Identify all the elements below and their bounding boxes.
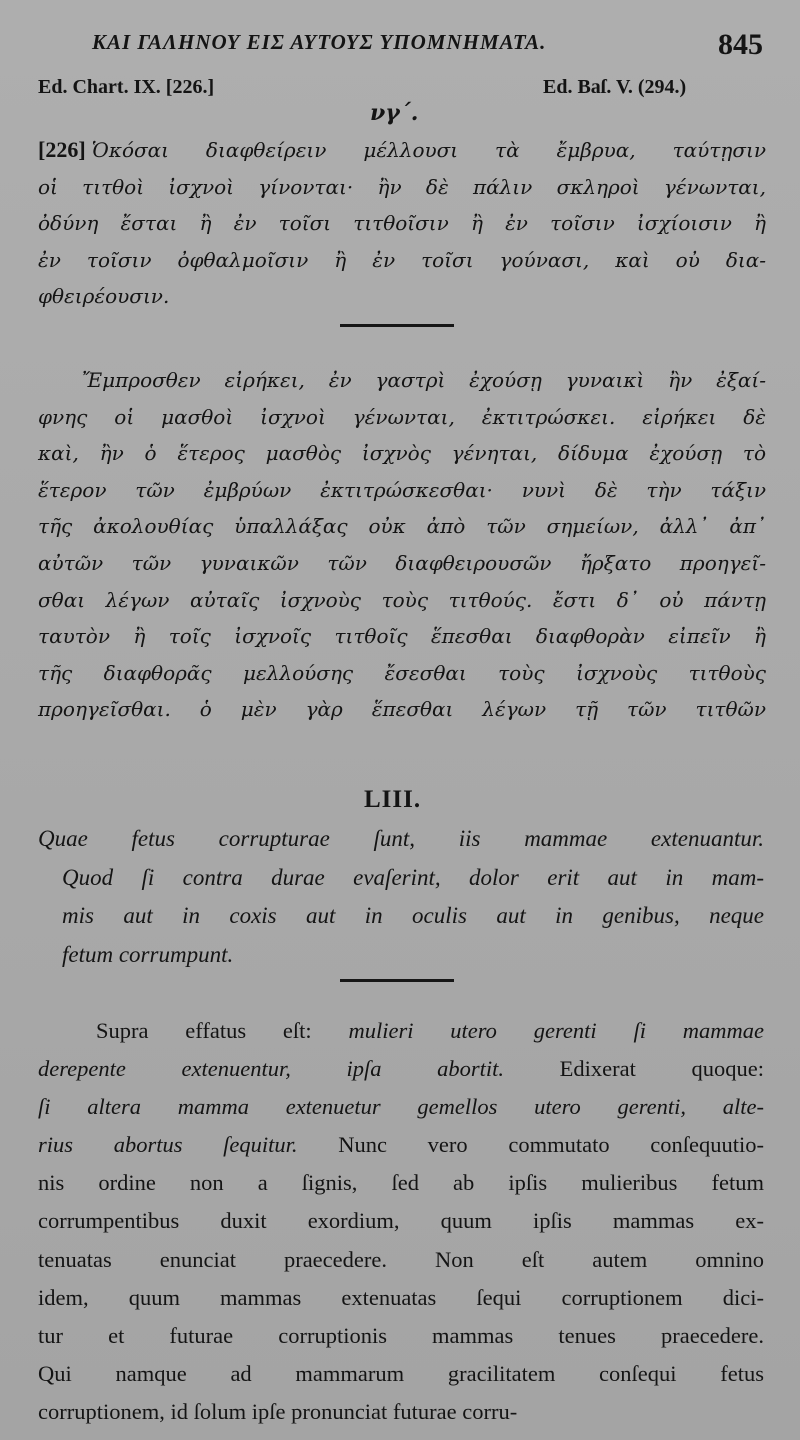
latin-commentary-line	[38, 1355, 764, 1393]
text-segment: tenuatas enunciat praecedere. Non eſt autem omnino	[38, 1246, 764, 1272]
latin-aphorism	[38, 820, 764, 974]
greek-section-number: νγ΄.	[370, 100, 419, 126]
page-number: 845	[718, 28, 763, 61]
italic-quotation: mulieri utero gerenti ſi mammae	[348, 1018, 764, 1043]
latin-commentary	[38, 1012, 764, 1431]
greek-commentary-line: Ἔμπροσθεν εἰρήκει, ἐν γαστρὶ ἐχούσῃ γυναικὶ ἢν ἐξαί-	[82, 368, 766, 392]
latin-aphorism-line: fetum corrumpunt.	[62, 941, 234, 967]
greek-commentary-line: σθαι λέγων αὐταῖς ἰσχνοὺς τοὺς τιτθούς. ἔστι δ᾽ οὐ πάντῃ	[38, 587, 766, 612]
greek-aphorism	[38, 132, 766, 315]
greek-aphorism-line: [226] Ὁκόσαι διαφθείρειν μέλλουσι τὰ ἔμβρυα, ταύτῃσιν	[38, 137, 766, 162]
latin-commentary-line	[38, 1393, 764, 1431]
latin-commentary-line	[38, 1088, 764, 1126]
latin-aphorism-line: Quae fetus corrupturae ſunt, iis mammae extenuantur.	[38, 826, 764, 851]
latin-commentary-line	[38, 1279, 764, 1317]
running-title: ΚΑΙ ΓΑΛΗΝΟΥ ΕΙΣ ΑΥΤΟΥΣ ΥΠΟΜΝΗΜΑΤΑ.	[92, 30, 547, 54]
text-segment: Supra effatus eſt:	[96, 1018, 349, 1043]
latin-commentary-line	[38, 1050, 764, 1088]
latin-commentary-line	[38, 1012, 764, 1050]
greek-aphorism-line: φθειρέουσιν.	[38, 284, 170, 308]
edition-reference-right: Ed. Baſ. V. (294.)	[543, 76, 687, 98]
text-segment: Edixerat quoque:	[504, 1056, 764, 1082]
italic-quotation: ſi altera mamma extenuetur gemellos utero gerenti, alte-	[38, 1094, 764, 1120]
section-divider	[340, 979, 454, 982]
text-segment: tur et futurae corruptionis mammas tenues praecedere.	[38, 1322, 764, 1348]
greek-aphorism-line: ὀδύνη ἔσται ἢ ἐν τοῖσι τιτθοῖσιν ἢ ἐν τοῖσιν ἰσχίοισιν ἢ	[38, 211, 766, 235]
text-segment: corrumpentibus duxit exordium, quum ipſis mammas ex-	[38, 1208, 764, 1234]
greek-aphorism-line: οἱ τιτθοὶ ἰσχνοὶ γίνονται· ἢν δὲ πάλιν σκληροὶ γένωνται,	[38, 174, 766, 199]
greek-aphorism-line: ἐν τοῖσιν ὀφθαλμοῖσιν ἢ ἐν τοῖσι γούνασι, καὶ οὐ δια-	[38, 247, 766, 272]
text-segment: Nunc vero commutato conſequutio-	[297, 1132, 764, 1158]
greek-commentary-line: καὶ, ἢν ὁ ἕτερος μασθὸς ἰσχνὸς γένηται, δίδυμα ἐχούσῃ τὸ	[38, 441, 766, 466]
page-reference: [226]	[38, 137, 86, 162]
greek-commentary-line: τῆς διαφθορᾶς μελλούσης ἔσεσθαι τοὺς ἰσχνοὺς τιτθοὺς	[38, 660, 766, 685]
greek-commentary-line: φνης οἱ μασθοὶ ἰσχνοὶ γένωνται, ἐκτιτρώσκει. εἰρήκει δὲ	[38, 404, 766, 429]
greek-commentary-line: αὐτῶν τῶν γυναικῶν τῶν διαφθειρουσῶν ἤρξατο προηγεῖ-	[38, 550, 766, 575]
italic-quotation: rius abortus ſequitur.	[38, 1132, 298, 1158]
greek-commentary-line: προηγεῖσθαι. ὁ μὲν γὰρ ἕπεσθαι λέγων τῇ τῶν τιτθῶν	[38, 697, 766, 722]
greek-commentary-line: τῆς ἀκολουθίας ὑπαλλάξας οὐκ ἀπὸ τῶν σημείων, ἀλλ᾽ ἀπ᾽	[38, 514, 766, 539]
latin-commentary-line	[38, 1202, 764, 1240]
edition-reference-left: Ed. Chart. IX. [226.]	[38, 76, 215, 98]
latin-aphorism-line: mis aut in coxis aut in oculis aut in genibus, neque	[62, 903, 764, 928]
latin-section-number: LIII.	[364, 786, 422, 813]
text-segment: corruptionem, id ſolum ipſe pronunciat futurae corru-	[38, 1398, 518, 1424]
latin-commentary-line	[38, 1241, 764, 1279]
italic-quotation: derepente extenuentur, ipſa abortit.	[38, 1056, 505, 1082]
section-divider	[340, 324, 454, 327]
greek-commentary	[38, 362, 766, 728]
text-segment: Qui namque ad mammarum gracilitatem conſequi fetus	[38, 1360, 764, 1386]
greek-commentary-line: ταυτὸν ἢ τοῖς ἰσχνοῖς τιτθοῖς ἕπεσθαι διαφθορὰν εἰπεῖν ἢ	[38, 624, 766, 649]
greek-commentary-line: ἕτερον τῶν ἐμβρύων ἐκτιτρώσκεσθαι· νυνὶ δὲ τὴν τάξιν	[38, 477, 766, 502]
latin-commentary-line	[38, 1126, 764, 1164]
latin-commentary-line	[38, 1164, 764, 1202]
text-segment: nis ordine non a ſignis, ſed ab ipſis mulieribus fetum	[38, 1170, 764, 1196]
text-segment: idem, quum mammas extenuatas ſequi corruptionem dici-	[38, 1284, 764, 1310]
latin-aphorism-line: Quod ſi contra durae evaſerint, dolor erit aut in mam-	[62, 864, 764, 890]
latin-commentary-line	[38, 1317, 764, 1355]
